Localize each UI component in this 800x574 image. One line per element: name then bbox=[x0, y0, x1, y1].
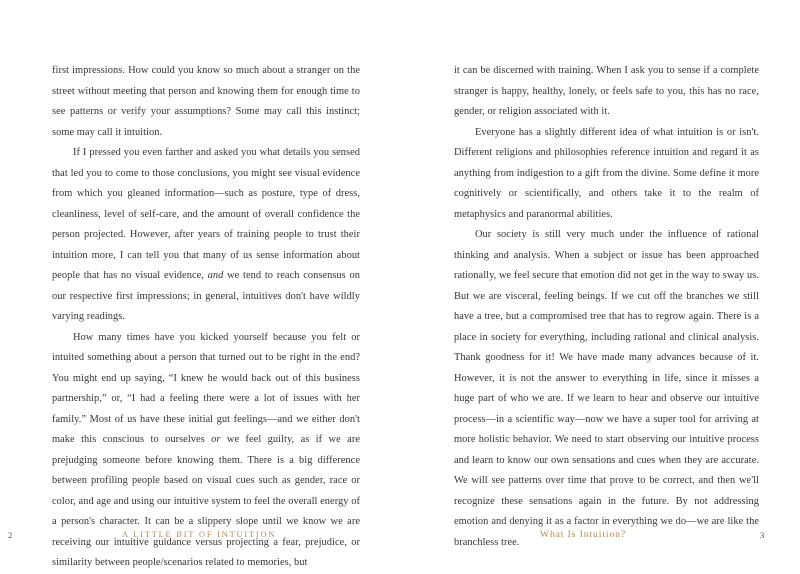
paragraph-text: first impressions. How could you know so much about a stranger on the street without meeting that person and knowing them for enough time to see patterns or verify your assumptions? Some may call this instinct; some may call it intuition. bbox=[52, 65, 360, 138]
emphasis-text: or bbox=[211, 434, 221, 445]
left-page bbox=[0, 0, 400, 568]
paragraph-text: it can be discerned with training. When I ask you to sense if a complete stranger is happy, healthy, lonely, or feels safe to you, this has no race, gender, or religion associated with it. bbox=[454, 65, 759, 117]
paragraph-text: we tend to reach consensus on our respective first impressions; in general, intuitives don't have wildly varying readings. bbox=[52, 270, 360, 322]
paragraph-text: we feel guilty, as if we are prejudging someone before knowing them. There is a big difference between profiling people based on visual cues such as gender, race or color, and age and using our intuitive system to feel the overall energy of a person's character. It can be a slippery slope until we know we are receiving our intuitive guidance versus projecting a fear, prejudice, or similarity between people/scenarios related to memories, but bbox=[52, 434, 360, 568]
body-paragraph bbox=[454, 123, 759, 226]
paragraph-text: If I pressed you even farther and asked you what details you sensed that led you to come to those conclusions, you might see visual evidence from which you gleaned information—such as posture, type of dress, cleanliness, level of self-care, and the amount of overall confidence the person projected. However, after years of training people to trust their intuition more, I can tell you that many of us sense information about people that has no visual evidence, bbox=[52, 147, 360, 281]
body-paragraph bbox=[52, 61, 360, 143]
body-paragraph bbox=[454, 61, 759, 123]
left-running-head: A LITTLE BIT OF INTUITION bbox=[122, 530, 277, 539]
paragraph-text: How many times have you kicked yourself because you felt or intuited something about a person that turned out to be right in the end? You might end up saying, “I knew he would back out of this business partnership,” or, “I had a feeling there were a lot of issues with her family.” Most of us have these initial gut feelings—and we either don't make this conscious to ourselves bbox=[52, 331, 360, 445]
left-page-number: 2 bbox=[8, 530, 13, 540]
paragraph-text: Our society is still very much under the influence of rational thinking and analysis. When a subject or issue has been approached rationally, we feel secure that emotion did not get in the way to sway us. But we are visceral, feeling beings. If we cut off the branches we still have a tree, but a compromised tree that has to regrow again. There is a place in society for everything, including rational and clinical analysis. Thank goodness for it! We have made many advances because of it. However, it is not the answer to everything in life, since it misses a huge part of who we are. If we learn to hear and observe our intuitive process—in a scientific way—now we have a super tool for arriving at more holistic behavior. We need to start observing our intuitive process and learn to know our own sensations and cues when they are accurate. We will see patterns over time that prove to be correct, and then we'll recognize these sensations again in the future. By not addressing emotion and denying it as a factor in everything we do—we are like the branchless tree. bbox=[454, 229, 759, 548]
body-paragraph bbox=[454, 225, 759, 553]
right-page-body bbox=[454, 61, 759, 553]
right-running-head: What Is Intuition? bbox=[540, 529, 627, 540]
right-page-number: 3 bbox=[760, 530, 765, 540]
emphasis-text: and bbox=[207, 270, 224, 281]
right-page bbox=[400, 0, 800, 560]
left-page-body bbox=[52, 61, 360, 574]
paragraph-text: Everyone has a slightly different idea of what intuition is or isn't. Different religions and philosophies reference intuition and regard it as anything from indigestion to a gift from the divine. Some define it more cognitively or scientifically, and others take it to the realm of metaphysics and paranormal abilities. bbox=[454, 126, 759, 220]
body-paragraph bbox=[52, 143, 360, 328]
